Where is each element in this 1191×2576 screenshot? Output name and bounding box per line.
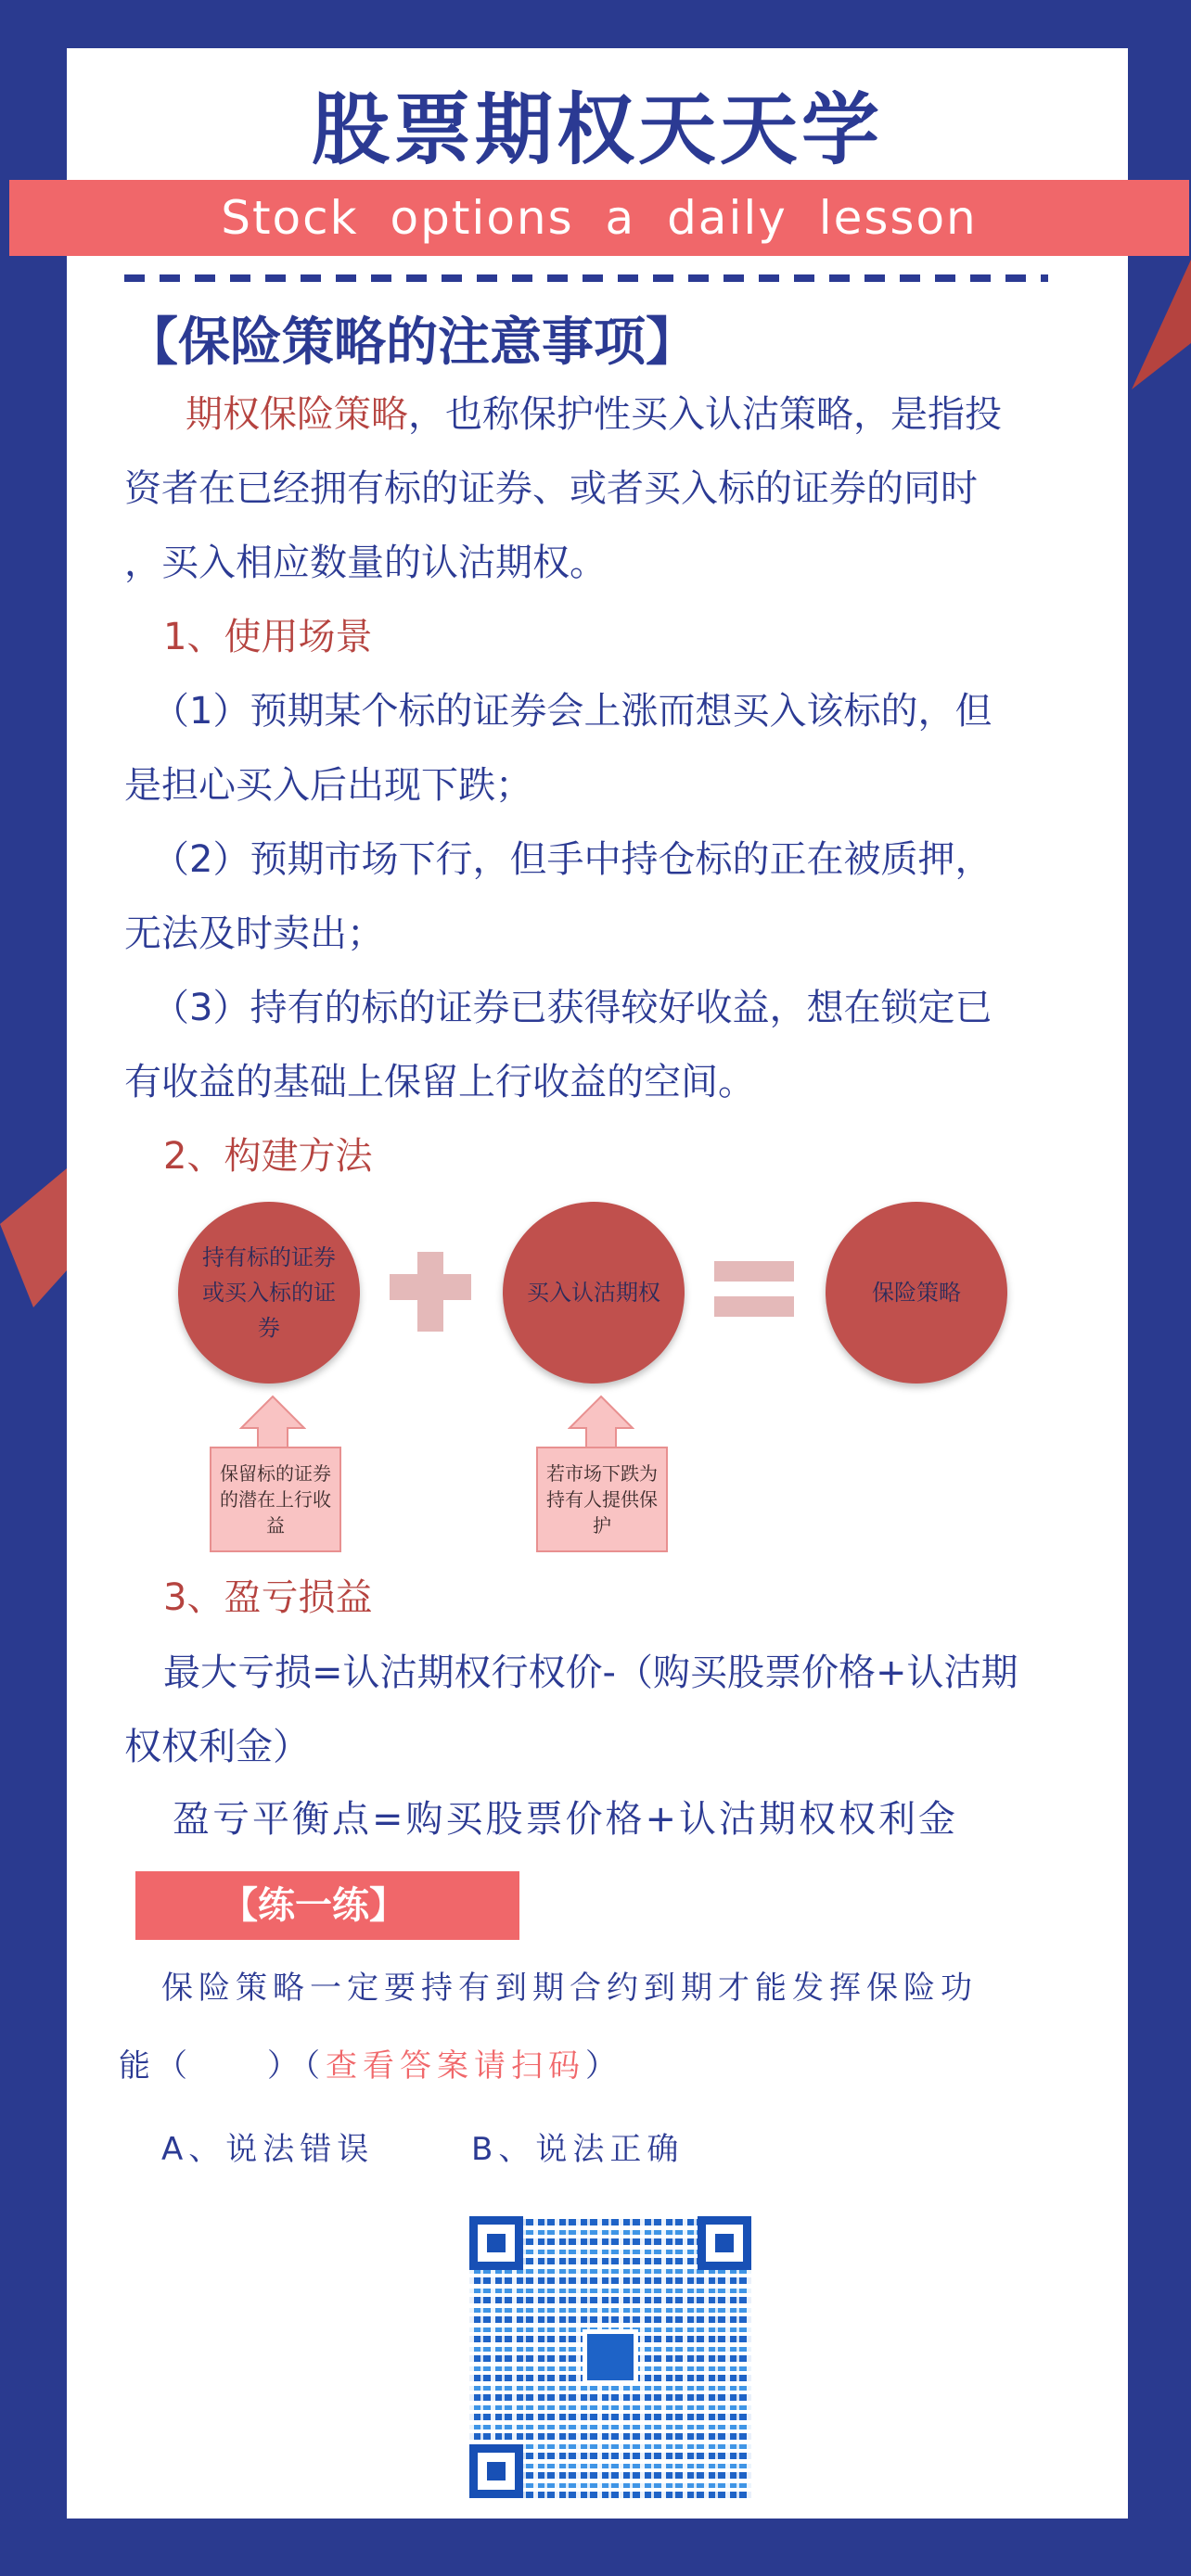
max-loss-line-2: 权权利金） xyxy=(124,1726,310,1768)
question-line-1: 保险策略一定要持有到期合约到期才能发挥保险功 xyxy=(161,1970,978,2007)
plus-sign-vertical xyxy=(417,1252,443,1332)
arrow-up-icon-1 xyxy=(239,1395,306,1450)
page-title: 股票期权天天学 xyxy=(311,84,883,175)
qr-finder-top-left xyxy=(469,2216,523,2270)
circle-insurance-strategy: 保险策略 xyxy=(826,1202,1007,1384)
equals-sign-bottom xyxy=(714,1296,794,1317)
dashed-divider xyxy=(124,274,1048,282)
scenario-1-line-2: 是担心买入后出现下跌； xyxy=(124,764,532,807)
qr-code[interactable] xyxy=(469,2216,751,2498)
option-b[interactable]: B、说法正确 xyxy=(471,2131,685,2168)
heading-pnl: 3、盈亏损益 xyxy=(163,1576,373,1619)
scenario-2-line-2: 无法及时卖出； xyxy=(124,912,384,955)
subtitle-banner: Stock options a daily lesson xyxy=(9,180,1189,256)
note-downside-protection: 若市场下跌为持有人提供保护 xyxy=(536,1447,668,1552)
note-upside-potential: 保留标的证券的潜在上行收益 xyxy=(210,1447,341,1552)
option-a[interactable]: A、说法错误 xyxy=(161,2131,375,2168)
question-line-2 xyxy=(119,2040,622,2085)
max-loss-line-1: 最大亏损=认沽期权行权价-（购买股票价格+认沽期 xyxy=(163,1651,1018,1694)
qr-finder-top-right xyxy=(698,2216,751,2270)
breakeven: 盈亏平衡点=购买股票价格+认沽期权权利金 xyxy=(173,1798,959,1841)
qr-finder-bottom-left xyxy=(469,2444,523,2498)
question-line-2-suffix: ） xyxy=(585,2047,622,2085)
intro-highlight: 期权保险策略 xyxy=(186,393,408,436)
scenario-3-line-2: 有收益的基础上保留上行收益的空间。 xyxy=(124,1061,755,1103)
qr-center-mark xyxy=(583,2329,638,2385)
section-title: 【保险策略的注意事项】 xyxy=(126,312,698,373)
scenario-2-line-1: （2）预期市场下行，但手中持仓标的正在被质押， xyxy=(152,838,992,881)
intro-line-1-rest: ，也称保护性买入认沽策略，是指投 xyxy=(408,393,1002,436)
circle-hold-underlying: 持有标的证券或买入标的证券 xyxy=(178,1202,360,1384)
scenario-3-line-1: （3）持有的标的证券已获得较好收益，想在锁定已 xyxy=(152,987,992,1029)
scenario-1-line-1: （1）预期某个标的证券会上涨而想买入该标的，但 xyxy=(152,690,992,733)
heading-construction: 2、构建方法 xyxy=(163,1135,373,1178)
question-line-2-prefix: 能（ ）（ xyxy=(119,2047,326,2085)
equals-sign-top xyxy=(714,1261,794,1282)
decor-shard-left xyxy=(0,1168,74,1317)
heading-scenarios: 1、使用场景 xyxy=(163,616,373,658)
scan-for-answer-link: 查看答案请扫码 xyxy=(326,2047,585,2085)
intro-line-2: 资者在已经拥有标的证券、或者买入标的证券的同时 xyxy=(124,467,978,510)
intro-line-3: ，买入相应数量的认沽期权。 xyxy=(124,542,607,584)
intro-line-1 xyxy=(186,377,1002,452)
circle-buy-put: 买入认沽期权 xyxy=(503,1202,685,1384)
arrow-up-icon-2 xyxy=(568,1395,634,1450)
practice-label: 【练一练】 xyxy=(135,1871,519,1940)
